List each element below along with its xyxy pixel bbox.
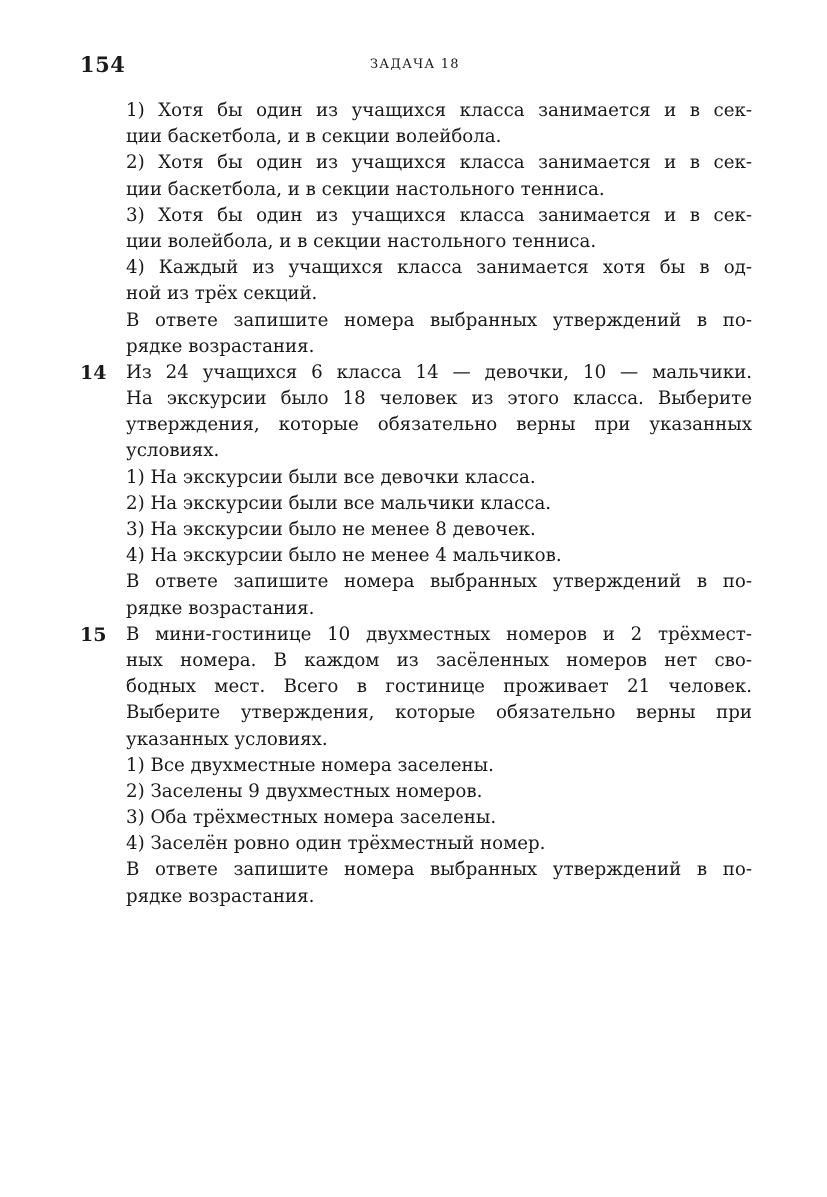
text-line: В ответе запишите номера выбранных утверждений в по- — [126, 309, 752, 331]
text-line: ции баскетбола, и в секции волейбола. — [126, 126, 502, 148]
text-line: На экскурсии было 18 человек из этого класса. Выберите — [126, 388, 752, 410]
task13-continuation — [80, 98, 752, 360]
text-line: 1) Хотя бы один из учащихся класса занимается и в сек- — [126, 100, 752, 121]
text-line: 3) Оба трёхместных номера заселены. — [126, 807, 497, 829]
text-line: Из 24 учащихся 6 класса 14 — девочки, 10 — мальчики. — [126, 361, 752, 383]
text-line: ной из трёх секций. — [126, 283, 318, 305]
text-line: 3) На экскурсии было не менее 8 девочек. — [126, 519, 536, 540]
task-14 — [80, 360, 752, 622]
page-content — [80, 98, 752, 910]
text-line: Выберите утверждения, которые обязательно верны при — [126, 702, 752, 724]
task-number: 14 — [80, 361, 107, 384]
text-line: 4) На экскурсии было не менее 4 мальчиков. — [126, 545, 562, 567]
text-line: 2) Хотя бы один из учащихся класса занимается и в сек- — [126, 152, 752, 174]
task-15 — [80, 622, 752, 910]
running-title: ЗАДАЧА 18 — [370, 57, 460, 72]
text-line: В ответе запишите номера выбранных утверждений в по- — [126, 571, 752, 593]
task-number: 15 — [80, 623, 107, 646]
text-line: утверждения, которые обязательно верны при указанных — [126, 414, 752, 436]
text-line: указанных условиях. — [126, 728, 328, 750]
text-line: условиях. — [126, 440, 220, 462]
text-line: ции волейбола, и в секции настольного тенниса. — [126, 230, 597, 252]
text-line: ции баскетбола, и в секции настольного тенниса. — [126, 178, 605, 200]
text-line: рядке возрастания. — [126, 885, 315, 907]
text-line: 1) На экскурсии были все девочки класса. — [126, 466, 536, 488]
text-line: ных номера. В каждом из засёленных номеров нет сво- — [126, 649, 752, 671]
text-line: 4) Заселён ровно один трёхместный номер. — [126, 833, 546, 855]
text-line: рядке возрастания. — [126, 335, 315, 357]
text-line: В ответе запишите номера выбранных утверждений в по- — [126, 859, 752, 881]
text-line: 4) Каждый из учащихся класса занимается хотя бы в од- — [126, 257, 752, 279]
text-line: 1) Все двухместные номера заселены. — [126, 754, 494, 776]
text-line: 3) Хотя бы один из учащихся класса занимается и в сек- — [126, 204, 752, 226]
text-line: В мини-гостинице 10 двухместных номеров и 2 трёхмест- — [126, 623, 752, 645]
text-line: 2) На экскурсии были все мальчики класса. — [126, 492, 552, 514]
page-header — [80, 52, 750, 82]
page-number: 154 — [80, 52, 126, 77]
text-line: бодных мест. Всего в гостинице проживает 21 человек. — [126, 676, 752, 698]
text-line: рядке возрастания. — [126, 597, 315, 619]
text-line: 2) Заселены 9 двухместных номеров. — [126, 780, 483, 802]
